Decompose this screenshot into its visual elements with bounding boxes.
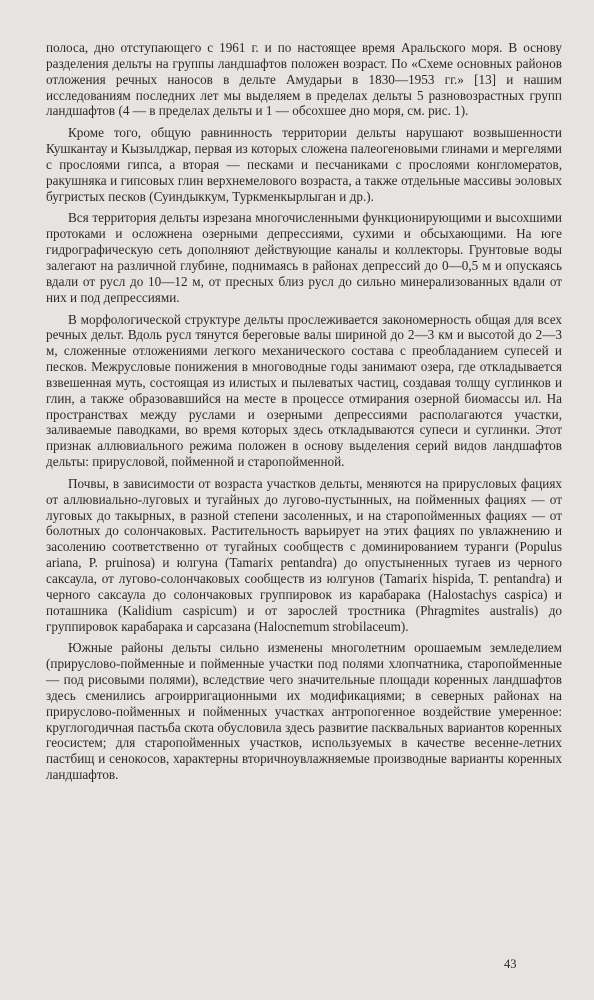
paragraph: Почвы, в зависимости от возраста участков дельты, меняются на прирусловых фациях от аллювиально-луговых и тугайных до лугово-пустынных, на пойменных фациях — от луговых до такырных, в разной степени засоленных, и на старопойменных фациях — от болотных до солончаковых. Растительность варьирует на этих фациях по увлажнению и засолению соответственно от тугайных сообществ с доминированием туранги (Populus ariana, P. pruinosa) и юлгуна (Tamarix pentandra) до опустыненных тугаев из черного саксаула, от лугово-солончаковых сообществ из юлгунов (Tamarix hispida, T. pentandra) и черного саксаула до солончаковых группировок из карабарака (Halostachys caspica) и поташника (Kalidium caspicum) и от зарослей тростника (Phragmites australis) до группировок карабарака и сарсазана (Halocnemum strobilaceum). (46, 475, 562, 634)
paragraph: Вся территория дельты изрезана многочисленными функционирующими и высохшими протоками и осложнена озерными депрессиями, сухими и обсыхающими. На юге гидрографическую сеть дополняют действующие каналы и коллекторы. Грунтовые воды залегают на различной глубине, поднимаясь в районах депрессий до 0—0,5 м и опускаясь вдали от русл до 10—12 м, от пресных близ русл до сильно минерализованных вдали от них и под депрессиями. (46, 210, 562, 305)
paragraph: Кроме того, общую равнинность территории дельты нарушают возвышенности Кушкантау и Кызылджар, первая из которых сложена палеогеновыми глинами и мергелями с прослоями гипса, а вторая — песками и песчаниками с прослоями конгломератов, ракушняка и гипсовых глин верхнемелового возраста, а также отдельные массивы эоловых бугристых песков (Суиндыккум, Туркменкырлыган и др.). (46, 125, 562, 204)
paragraph: полоса, дно отступающего с 1961 г. и по настоящее время Аральского моря. В основу разделения дельты на группы ландшафтов положен возраст. По «Схеме основных районов отложения речных наносов в дельте Амударьи в 1830—1953 гг.» [13] и нашим исследованиям последних лет мы выделяем в пределах дельты 5 разновозрастных групп ландшафтов (4 — в пределах дельты и 1 — обсохшее дно моря, см. рис. 1). (46, 40, 562, 119)
page-number: 43 (504, 957, 517, 971)
paragraph: В морфологической структуре дельты прослеживается закономерность общая для всех речных дельт. Вдоль русл тянутся береговые валы шириной до 2—3 км и высотой до 2—3 м, сложенные отложениями легкого механического состава с преобладанием супесей и песков. Межрусловые понижения в многоводные годы занимают озера, где откладывается взвешенная муть, состоящая из илистых и пылеватых частиц, создавая толщу суглинков и глин, а также образовавшийся на месте в процессе отмирания озерной биомассы ил. На пространствах между руслами и озерными депрессиями располагаются участки, заливаемые паводками, во время которых здесь откладываются супеси и суглинки. Этот признак аллювиального режима положен в основу выделения серий видов ландшафтов дельты: прирусловой, пойменной и старопойменной. (46, 311, 562, 470)
paragraph: Южные районы дельты сильно изменены многолетним орошаемым земледелием (прирусловo-пойменные и пойменные участки под полями хлопчатника, старопойменные — под рисовыми полями), вследствие чего значительные площади коренных ландшафтов здесь сменились агроирригационными их модификациями; в северных районах на прирусловo-пойменных и пойменных участках антропогенное воздействие умеренное: круглогодичная пастьба скота обусловила здесь развитие пасквальных вариантов коренных геосистем; для старопойменных участков, используемых в качестве весенне-летних пастбищ и сенокосов, характерны вторичноувлажняемые производные варианты коренных ландшафтов. (46, 640, 562, 783)
body-text (46, 40, 562, 789)
